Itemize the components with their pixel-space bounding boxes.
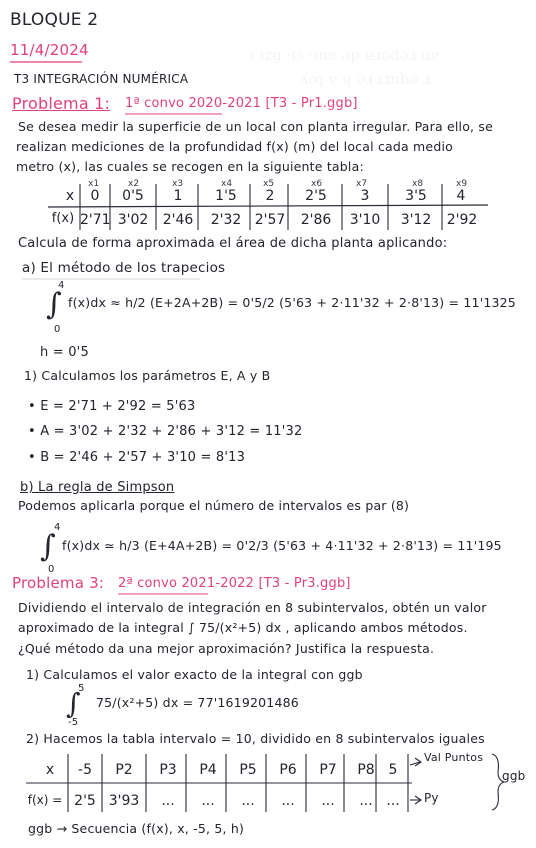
exact-integral-sign: ∫: [66, 687, 81, 720]
table1-x-0: 0: [90, 188, 100, 204]
table2-fx-7: ...: [359, 793, 373, 809]
table2-x-3: P4: [199, 762, 217, 778]
table1-fx-3: 2'32: [210, 212, 242, 228]
table1-fx-5: 2'86: [300, 212, 332, 228]
problema3-convo: 2ª convo 2021-2022 [T3 - Pr3.ggb]: [118, 576, 351, 591]
table2-x-7: P8: [357, 762, 375, 778]
table1-fx-1: 3'02: [117, 212, 149, 228]
table1-x-3: 1'5: [215, 188, 237, 204]
param-A: • A = 3'02 + 2'32 + 2'86 + 3'12 = 11'32: [28, 424, 303, 439]
table2-x-5: P6: [279, 762, 297, 778]
b-integral-lower: 0: [48, 564, 55, 575]
exact-integral-lower: -5: [68, 717, 79, 728]
table1-x-label: x: [65, 188, 75, 204]
h-value: h = 0'5: [40, 345, 89, 360]
step2-text: 2) Hacemos la tabla intervalo = 10, dividido en 8 subintervalos iguales: [26, 731, 485, 746]
table1-fx-4: 2'57: [254, 212, 286, 228]
table2-x-1: P2: [115, 762, 133, 778]
table1-fx-8: 2'92: [446, 212, 478, 228]
table1-fx-6: 3'10: [349, 212, 381, 228]
notes-page: ı ızg ·ıs ·ıne ǝp ɐɹǝdǝɹ uɐ ʎoʇ ɐ ɥ ǝɹ ıɹnbǝ ɹ BLOQUE 2 11/4/2024 T3 INTEGRACIÓN NUMÉRICA Problema 1: 1ª convo 2020-2021 [T3 - Pr1.ggb] Se desea medir la superficie de un local con planta irregular. Para ello, se realizan mediciones de la profundidad f(x) (m) del local cada medio metro (x), las cuales se recogen en la siguiente tabla: x1 x2 x3 x4 x5 x6 x7 x8 x9 x f(x) 0 0'5 1 1'5 2 2'5 3 3'5 4 2'71 3'02 2'46 2'32 2'57 2'86 3'10 3'12 2'92 Calcula de forma aproximada el área de dicha planta aplicando: a) El método de los trapecios 4 ∫ 0 f(x)dx ≈ h/2 (E+2A+2B) = 0'5/2 (5'63 + 2·11'32 + 2·8'13) = 11'1325 h = 0'5 1) Calculamos los parámetros E, A y B • E = 2'71 + 2'92 = 5'63 • A = 3'02 + 2'32 + 2'86 + 3'12 = 11'32 • B = 2'46 + 2'57 + 3'10 = 8'13 b) La regla de Simpson Podemos aplicarla porque el número de intervalos es par (8) 4 ∫ 0 f(x)dx ≃ h/3 (E+4A+2B) = 0'2/3 (5'63 + 4·11'32 + 2·8'13) = 11'195 Problema 3: 2ª convo 2021-2022 [T3 - Pr3.ggb] Dividiendo el intervalo de integración en 8 subintervalos, obtén un valor aproximado de la integral ∫ 75/(x²+5) dx , aplicando ambos métodos. ¿Qué método da una mejor aproximación? Justifica la respuesta. 1) Calculamos el valor exacto de la integral con ggb 5 ∫ -5 75/(x²+5) dx = 77'1619201486 2) Hacemos la tabla intervalo = 10, dividido en 8 subintervalos iguales x f(x) = -5 P2 P3 P4 P5 P6 P7 P8 5 2'5 3'93 ... ... ... ... ... ... ... Val Puntos Py ggb ggb → Secuencia (f(x), x, -5, 5, h): [0, 0, 536, 848]
sub-x8: x8: [412, 179, 424, 189]
sub-x6: x6: [311, 179, 323, 189]
table2-x-2: P3: [159, 762, 177, 778]
a-integral-lower: 0: [54, 324, 61, 335]
table1-x-4: 2: [265, 188, 275, 204]
sub-x4: x4: [221, 179, 233, 189]
sub-x5: x5: [263, 179, 275, 189]
table1-x-7: 3'5: [405, 188, 427, 204]
problema1-convo: 1ª convo 2020-2021 [T3 - Pr1.ggb]: [125, 96, 358, 111]
table2-brace-label: ggb: [502, 769, 526, 783]
table2-arrow-x-label: Val Puntos: [424, 751, 484, 764]
param-E: • E = 2'71 + 2'92 = 5'63: [28, 399, 196, 414]
table1-x-1: 0'5: [122, 188, 144, 204]
problema1-title: Problema 1:: [12, 94, 111, 113]
table2-x-0: -5: [78, 762, 92, 778]
table2-x-label: x: [45, 762, 55, 778]
section-a-title: a) El método de los trapecios: [22, 260, 226, 276]
problema3-statement-3: ¿Qué método da una mejor aproximación? Justifica la respuesta.: [18, 641, 435, 656]
sub-x3: x3: [172, 179, 184, 189]
sub-x7: x7: [356, 179, 368, 189]
exact-integral-upper: 5: [78, 683, 85, 694]
a-integral-upper: 4: [58, 280, 65, 291]
table1-fx-2: 2'46: [162, 212, 194, 228]
table1-x-5: 2'5: [305, 188, 327, 204]
problema3-title: Problema 3:: [12, 574, 105, 592]
table2-fx-0: 2'5: [74, 793, 96, 809]
table1-x-2: 1: [173, 188, 183, 204]
problema1-statement-3: metro (x), las cuales se recogen en la siguiente tabla:: [16, 159, 364, 174]
table1-x-6: 3: [360, 188, 370, 204]
table2-fx-8: ...: [386, 793, 400, 809]
exact-formula: 75/(x²+5) dx = 77'1619201486: [96, 695, 299, 710]
a-integral-sign: ∫: [46, 287, 62, 322]
table1-fx-label: f(x): [51, 211, 75, 226]
problema3-statement-1: Dividiendo el intervalo de integración en 8 subintervalos, obtén un valor: [18, 600, 487, 615]
problema1-task: Calcula de forma aproximada el área de dicha planta aplicando:: [18, 236, 448, 251]
params-title: 1) Calculamos los parámetros E, A y B: [24, 368, 271, 383]
section-b-title: b) La regla de Simpson: [20, 480, 175, 495]
sub-x9: x9: [456, 179, 468, 189]
table2-fx-6: ...: [321, 793, 335, 809]
b-integral-sign: ∫: [40, 529, 56, 564]
table1-fx-0: 2'71: [80, 212, 111, 228]
topic-title: T3 INTEGRACIÓN NUMÉRICA: [14, 72, 189, 86]
param-B: • B = 2'46 + 2'57 + 3'10 = 8'13: [28, 450, 246, 465]
table2-fx-2: ...: [161, 793, 175, 809]
problema1-statement-2: realizan mediciones de la profundidad f(x) (m) del local cada medio: [16, 139, 453, 154]
sub-x1: x1: [88, 179, 100, 189]
table2-fx-label: f(x) =: [27, 793, 63, 807]
table2-fx-5: ...: [281, 793, 295, 809]
table2-x-6: P7: [319, 762, 337, 778]
problema1-statement-1: Se desea medir la superficie de un local con planta irregular. Para ello, se: [18, 119, 494, 134]
date: 11/4/2024: [10, 41, 89, 59]
sub-x2: x2: [128, 179, 140, 189]
table2-x-8: 5: [388, 762, 398, 778]
table2-fx-4: ...: [241, 793, 255, 809]
b-formula: f(x)dx ≃ h/3 (E+4A+2B) = 0'2/3 (5'63 + 4·11'32 + 2·8'13) = 11'195: [62, 538, 502, 553]
problema3-statement-2: aproximado de la integral ∫ 75/(x²+5) dx , aplicando ambos métodos.: [18, 620, 468, 635]
table2-arrow-fx-label: Py: [424, 791, 439, 805]
table2-fx-1: 3'93: [108, 793, 140, 809]
section-b-reason: Podemos aplicarla porque el número de intervalos es par (8): [18, 498, 410, 513]
b-integral-upper: 4: [54, 522, 61, 533]
table1-x-8: 4: [456, 188, 466, 204]
bloque-title: BLOQUE 2: [10, 10, 99, 30]
table2-x-4: P5: [239, 762, 257, 778]
table1-fx-7: 3'12: [400, 212, 432, 228]
step1-text: 1) Calculamos el valor exacto de la integral con ggb: [26, 667, 363, 682]
a-formula: f(x)dx ≈ h/2 (E+2A+2B) = 0'5/2 (5'63 + 2·11'32 + 2·8'13) = 11'1325: [68, 295, 516, 310]
table2-fx-3: ...: [201, 793, 215, 809]
ggb-sequence: ggb → Secuencia (f(x), x, -5, 5, h): [28, 821, 245, 836]
